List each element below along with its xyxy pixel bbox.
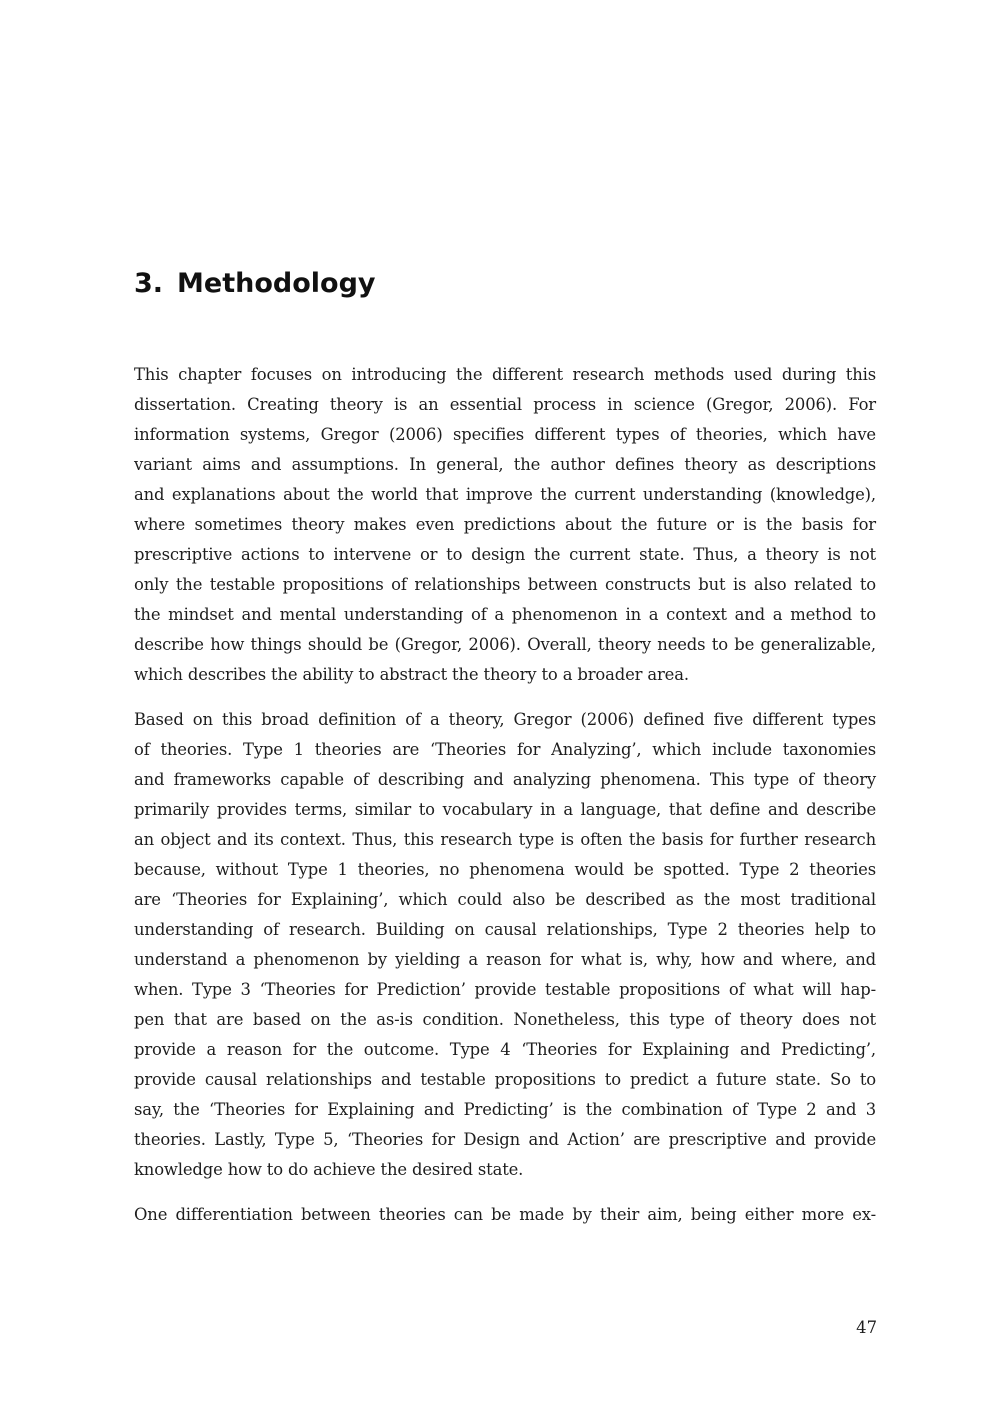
text-line: because, without Type 1 theories, no phenomena would be spotted. Type 2 theories [134,860,876,879]
text-line: and frameworks capable of describing and analyzing phenomena. This type of theory [134,770,876,789]
text-line: Based on this broad definition of a theory, Gregor (2006) defined five different types [134,710,876,729]
text-line: understanding of research. Building on causal relationships, Type 2 theories help to [134,920,876,939]
text-line: an object and its context. Thus, this research type is often the basis for further research [134,830,876,849]
paragraph-spacer [134,1185,876,1200]
text-line: which describes the ability to abstract the theory to a broader area. [134,665,689,684]
text-line: variant aims and assumptions. In general, the author defines theory as descriptions [134,455,876,474]
text-line: knowledge how to do achieve the desired state. [134,1160,524,1179]
paragraph [134,705,876,1185]
chapter-title: Methodology [177,268,376,299]
paragraph [134,360,876,690]
text-line: This chapter focuses on introducing the different research methods used during this [134,365,876,384]
text-line: primarily provides terms, similar to vocabulary in a language, that define and describe [134,800,876,819]
text-line: understand a phenomenon by yielding a reason for what is, why, how and where, and [134,950,876,969]
text-line: and explanations about the world that improve the current understanding (knowledge), [134,485,876,504]
text-line: say, the ‘Theories for Explaining and Predicting’ is the combination of Type 2 and 3 [134,1100,876,1119]
body-text [134,360,876,1230]
paragraph [134,1200,876,1230]
chapter-number: 3. [134,268,164,299]
text-line: One differentiation between theories can be made by their aim, being either more ex- [134,1205,876,1224]
paragraph-spacer [134,690,876,705]
text-line: provide a reason for the outcome. Type 4 ‘Theories for Explaining and Predicting’, [134,1040,876,1059]
text-line: theories. Lastly, Type 5, ‘Theories for Design and Action’ are prescriptive and provide [134,1130,876,1149]
text-line: when. Type 3 ‘Theories for Prediction’ provide testable propositions of what will hap- [134,980,876,999]
text-line: prescriptive actions to intervene or to design the current state. Thus, a theory is not [134,545,876,564]
text-line: where sometimes theory makes even predictions about the future or is the basis for [134,515,876,534]
text-line: are ‘Theories for Explaining’, which could also be described as the most traditional [134,890,876,909]
text-line: only the testable propositions of relationships between constructs but is also related to [134,575,876,594]
text-line: provide causal relationships and testable propositions to predict a future state. So to [134,1070,876,1089]
text-line: information systems, Gregor (2006) specifies different types of theories, which have [134,425,876,444]
text-line: of theories. Type 1 theories are ‘Theories for Analyzing’, which include taxonomies [134,740,876,759]
chapter-heading [134,264,376,304]
text-line: pen that are based on the as-is condition. Nonetheless, this type of theory does not [134,1010,876,1029]
text-line: describe how things should be (Gregor, 2006). Overall, theory needs to be generalizable, [134,635,876,654]
page-number: 47 [856,1318,877,1337]
text-line: the mindset and mental understanding of a phenomenon in a context and a method to [134,605,876,624]
text-line: dissertation. Creating theory is an essential process in science (Gregor, 2006). For [134,395,876,414]
